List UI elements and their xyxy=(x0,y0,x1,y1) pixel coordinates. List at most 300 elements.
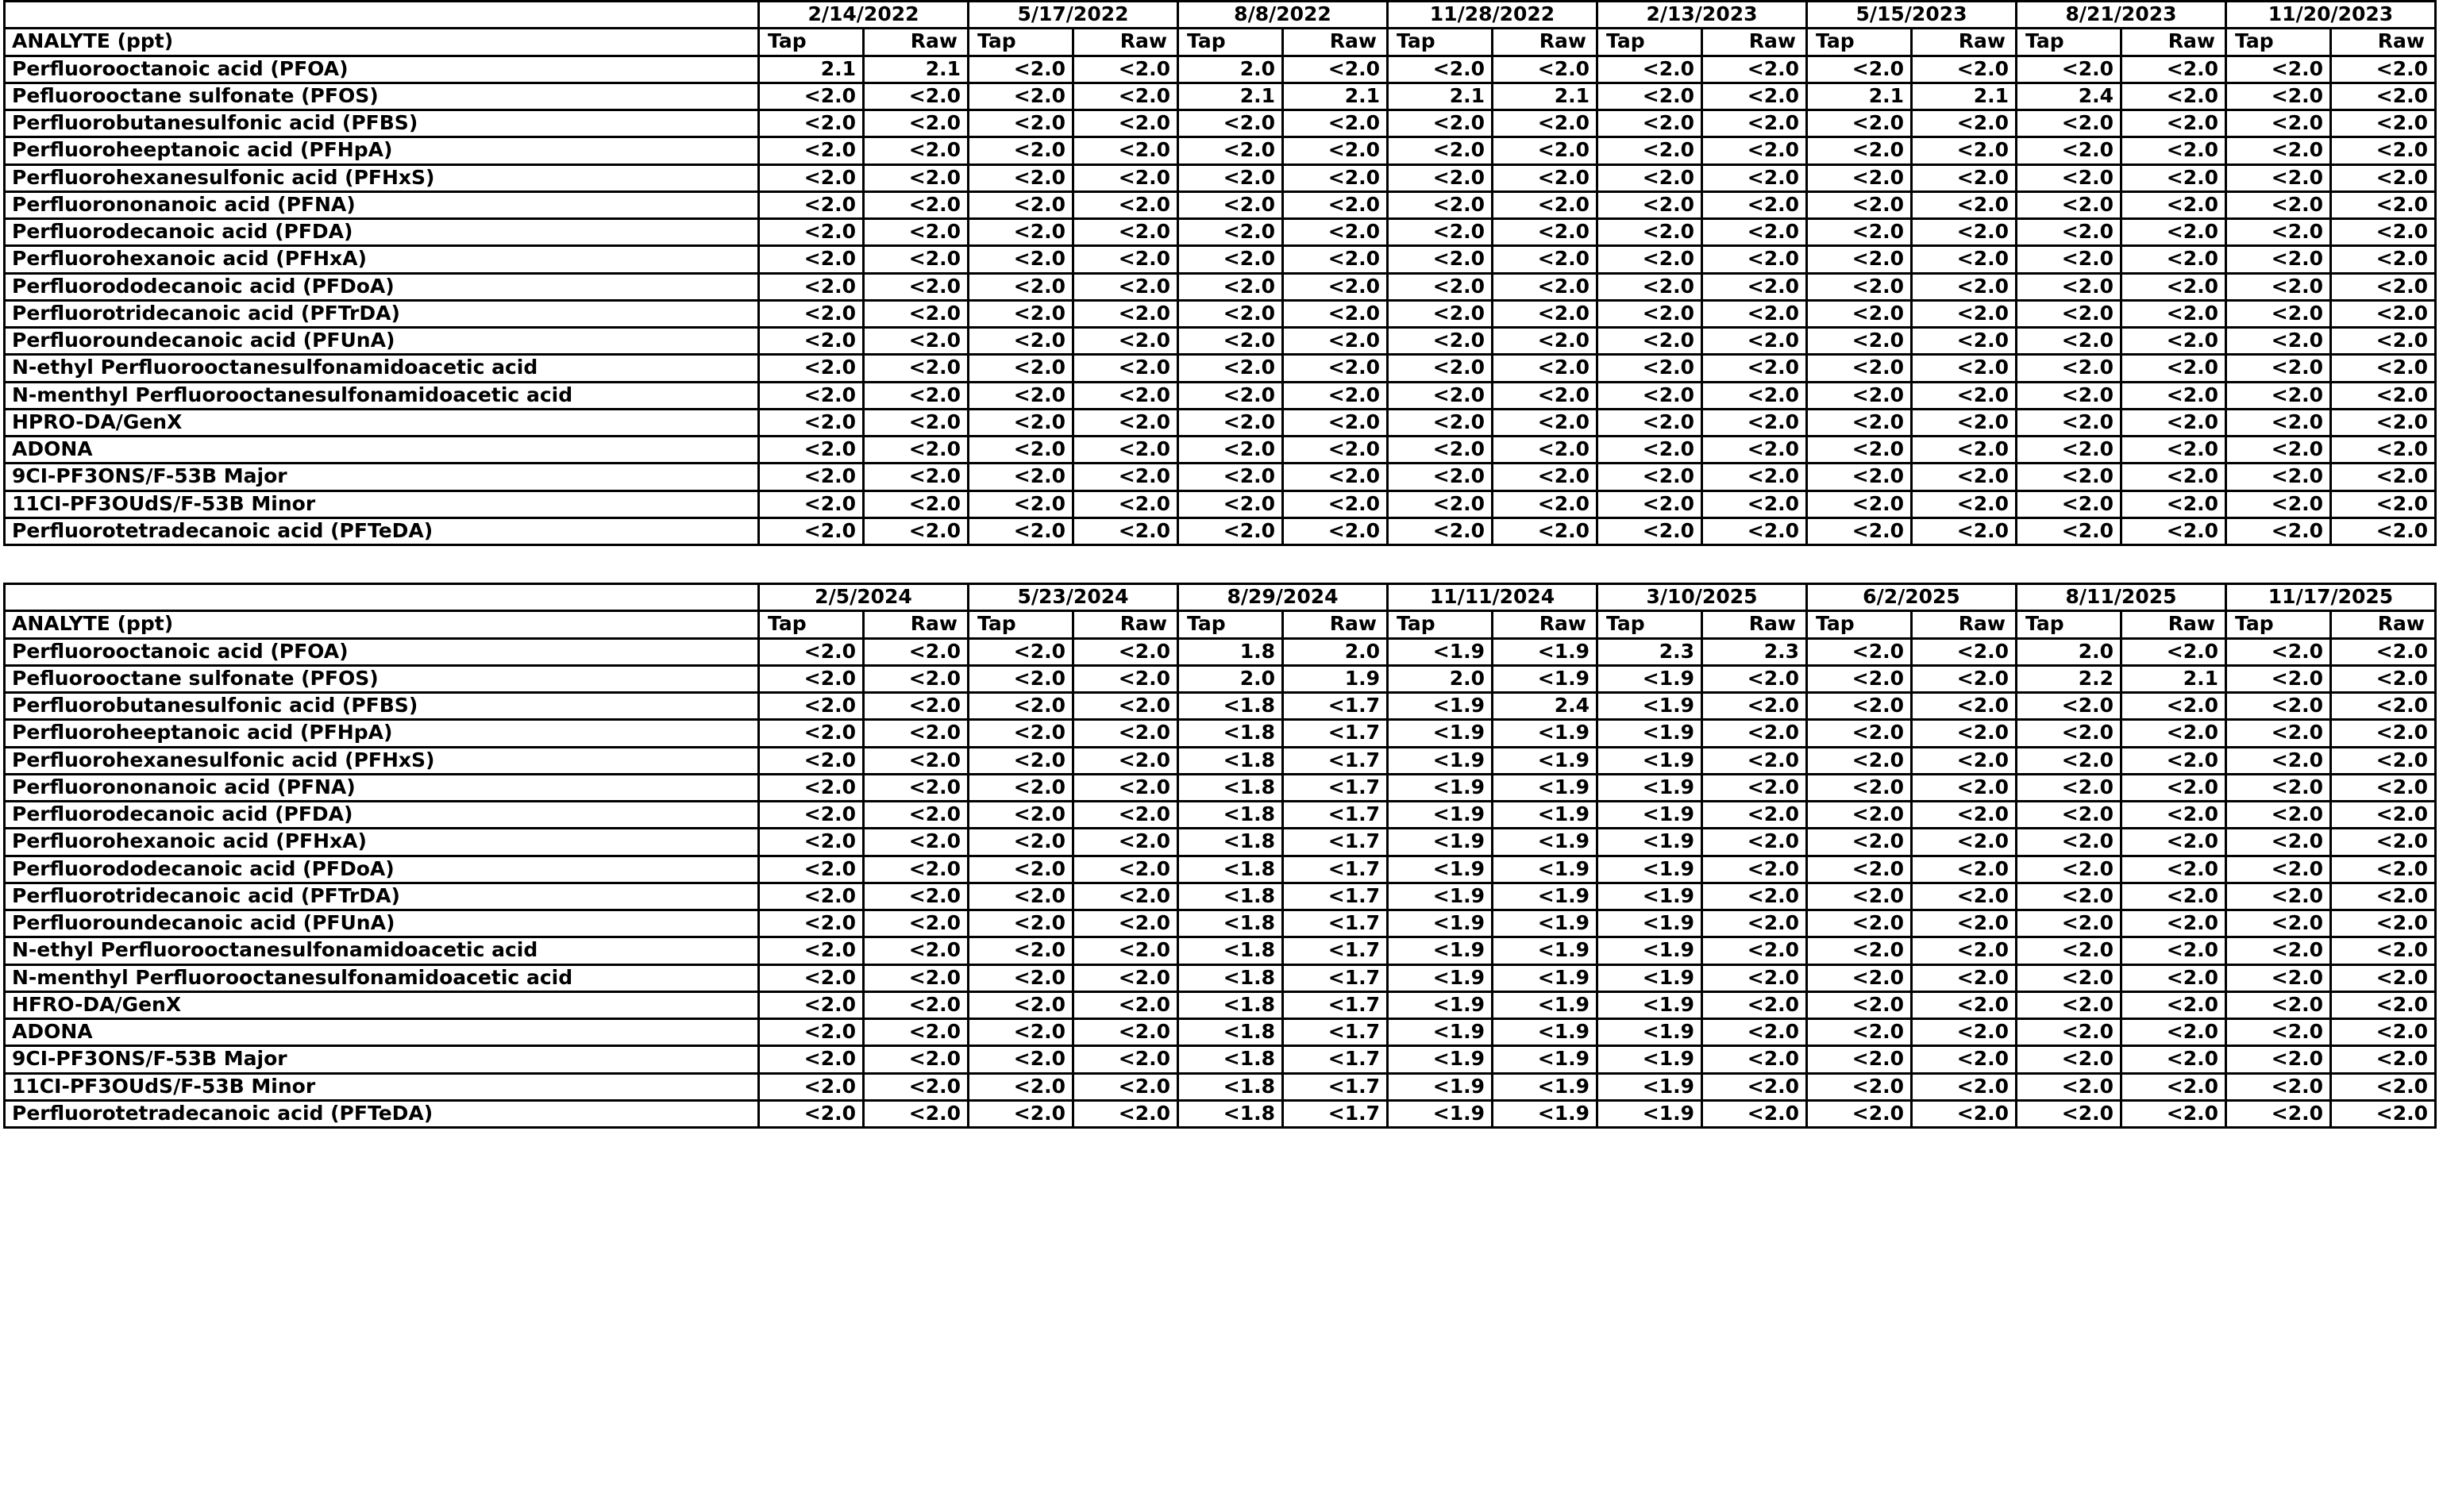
tap-value-cell: <2.0 xyxy=(1807,937,1912,964)
raw-value-cell: <1.9 xyxy=(1493,883,1597,910)
raw-value-cell: <2.0 xyxy=(864,219,969,246)
tap-subheader: Tap xyxy=(2226,611,2331,638)
raw-value-cell: <2.0 xyxy=(1073,328,1178,355)
analyte-name-cell: Perfluorononanoic acid (PFNA) xyxy=(5,191,759,218)
raw-value-cell: <2.0 xyxy=(1283,191,1388,218)
raw-value-cell: <2.0 xyxy=(1702,991,1807,1018)
raw-value-cell: <2.0 xyxy=(1912,665,2017,692)
raw-value-cell: <2.0 xyxy=(1073,1073,1178,1100)
tap-value-cell: <2.0 xyxy=(759,219,864,246)
tap-value-cell: 2.1 xyxy=(1388,83,1493,110)
raw-value-cell: <1.7 xyxy=(1283,856,1388,883)
tap-value-cell: <2.0 xyxy=(2226,1100,2331,1127)
tap-subheader: Tap xyxy=(1178,611,1283,638)
raw-value-cell: <2.0 xyxy=(1912,219,2017,246)
tap-value-cell: <2.0 xyxy=(969,774,1073,801)
raw-value-cell: <2.0 xyxy=(1912,1019,2017,1046)
analyte-name-cell: ADONA xyxy=(5,437,759,464)
raw-value-cell: <2.0 xyxy=(1073,638,1178,665)
raw-value-cell: <2.0 xyxy=(1702,1073,1807,1100)
tap-value-cell: <2.0 xyxy=(2226,1046,2331,1073)
tap-value-cell: <1.9 xyxy=(1388,802,1493,829)
raw-value-cell: <2.0 xyxy=(2121,693,2226,720)
tap-value-cell: <1.9 xyxy=(1388,910,1493,937)
raw-value-cell: <2.0 xyxy=(1073,83,1178,110)
tap-value-cell: <2.0 xyxy=(1807,491,1912,517)
tap-subheader: Tap xyxy=(1597,611,1702,638)
table-row xyxy=(5,802,2436,829)
date-header-cell: 2/14/2022 xyxy=(759,2,969,29)
raw-value-cell: <2.0 xyxy=(2121,883,2226,910)
raw-value-cell: <1.9 xyxy=(1493,638,1597,665)
raw-value-cell: <2.0 xyxy=(2331,437,2436,464)
analyte-name-cell: Perfluoroheeptanoic acid (PFHpA) xyxy=(5,137,759,164)
tap-value-cell: <2.0 xyxy=(1178,164,1283,191)
tap-value-cell: <2.0 xyxy=(759,137,864,164)
tap-subheader: Tap xyxy=(1178,29,1283,56)
table-separator xyxy=(0,546,2443,583)
tap-value-cell: <2.0 xyxy=(2226,747,2331,774)
tap-value-cell: <2.0 xyxy=(759,300,864,327)
raw-value-cell: <2.0 xyxy=(1702,464,1807,491)
raw-value-cell: <2.0 xyxy=(1283,491,1388,517)
tap-value-cell: <2.0 xyxy=(1388,409,1493,436)
raw-value-cell: <2.0 xyxy=(2331,56,2436,83)
tap-value-cell: <2.0 xyxy=(759,355,864,382)
tap-value-cell: <2.0 xyxy=(759,382,864,409)
tap-value-cell: <2.0 xyxy=(969,1046,1073,1073)
raw-value-cell: <2.0 xyxy=(1702,802,1807,829)
raw-value-cell: <2.0 xyxy=(864,774,969,801)
raw-value-cell: <2.0 xyxy=(2121,910,2226,937)
tap-value-cell: <2.0 xyxy=(969,638,1073,665)
analyte-name-cell: Perfluorododecanoic acid (PFDoA) xyxy=(5,856,759,883)
tap-value-cell: <2.0 xyxy=(2017,409,2121,436)
tap-value-cell: <1.9 xyxy=(1388,856,1493,883)
tap-value-cell: <2.0 xyxy=(1807,110,1912,137)
raw-value-cell: <2.0 xyxy=(1493,517,1597,544)
tap-value-cell: <1.8 xyxy=(1178,964,1283,991)
raw-value-cell: <2.0 xyxy=(1702,273,1807,300)
raw-value-cell: <2.0 xyxy=(2121,747,2226,774)
raw-value-cell: <2.0 xyxy=(1912,56,2017,83)
raw-value-cell: <2.0 xyxy=(1912,747,2017,774)
tap-value-cell: <2.0 xyxy=(2017,883,2121,910)
tap-value-cell: <2.0 xyxy=(1597,219,1702,246)
raw-value-cell: <2.0 xyxy=(2331,1073,2436,1100)
table-row xyxy=(5,491,2436,517)
date-header-row xyxy=(5,584,2436,611)
date-header-cell: 5/17/2022 xyxy=(969,2,1178,29)
raw-value-cell: <2.0 xyxy=(1283,437,1388,464)
table-row xyxy=(5,883,2436,910)
raw-value-cell: <2.0 xyxy=(1912,246,2017,273)
tap-value-cell: <2.0 xyxy=(759,747,864,774)
tap-value-cell: <2.0 xyxy=(1807,991,1912,1018)
table-row xyxy=(5,991,2436,1018)
tap-value-cell: <2.0 xyxy=(1178,137,1283,164)
tap-value-cell: <2.0 xyxy=(759,1046,864,1073)
tap-value-cell: <2.0 xyxy=(759,774,864,801)
tap-value-cell: <2.0 xyxy=(759,491,864,517)
analyte-column-header: ANALYTE (ppt) xyxy=(5,611,759,638)
raw-value-cell: 2.1 xyxy=(1283,83,1388,110)
tap-value-cell: <2.0 xyxy=(969,1019,1073,1046)
tap-value-cell: <2.0 xyxy=(2017,137,2121,164)
tap-subheader: Tap xyxy=(1388,611,1493,638)
tap-value-cell: <2.0 xyxy=(1178,110,1283,137)
tap-value-cell: <2.0 xyxy=(2017,355,2121,382)
tap-value-cell: <2.0 xyxy=(969,328,1073,355)
raw-value-cell: <2.0 xyxy=(2331,883,2436,910)
tap-value-cell: 2.0 xyxy=(1178,665,1283,692)
tap-value-cell: <2.0 xyxy=(1807,219,1912,246)
tap-value-cell: <2.0 xyxy=(1807,300,1912,327)
tap-value-cell: <2.0 xyxy=(969,747,1073,774)
table-row xyxy=(5,300,2436,327)
tap-value-cell: <1.8 xyxy=(1178,802,1283,829)
raw-value-cell: <2.0 xyxy=(1702,382,1807,409)
raw-value-cell: <2.0 xyxy=(1073,1019,1178,1046)
tap-value-cell: <2.0 xyxy=(1178,300,1283,327)
raw-value-cell: <2.0 xyxy=(1493,355,1597,382)
raw-subheader: Raw xyxy=(1283,29,1388,56)
raw-value-cell: <2.0 xyxy=(1283,110,1388,137)
table-row xyxy=(5,110,2436,137)
raw-value-cell: <2.0 xyxy=(1283,464,1388,491)
raw-value-cell: <2.0 xyxy=(1912,638,2017,665)
raw-value-cell: <2.0 xyxy=(2121,937,2226,964)
tap-value-cell: <2.0 xyxy=(759,829,864,856)
tap-value-cell: <2.0 xyxy=(1388,137,1493,164)
raw-value-cell: <2.0 xyxy=(2121,382,2226,409)
tap-subheader: Tap xyxy=(759,611,864,638)
raw-value-cell: <2.0 xyxy=(1493,273,1597,300)
tap-value-cell: <2.0 xyxy=(2017,1073,2121,1100)
tap-value-cell: <2.0 xyxy=(2226,328,2331,355)
tap-value-cell: <2.0 xyxy=(1597,491,1702,517)
tap-value-cell: <2.0 xyxy=(2226,464,2331,491)
tap-value-cell: <2.0 xyxy=(2226,720,2331,747)
raw-value-cell: <2.0 xyxy=(1073,517,1178,544)
analyte-name-cell: N-menthyl Perfluorooctanesulfonamidoacetic acid xyxy=(5,382,759,409)
raw-value-cell: <2.0 xyxy=(1912,693,2017,720)
table-row xyxy=(5,409,2436,436)
tap-value-cell: <2.0 xyxy=(1807,638,1912,665)
tap-value-cell: <2.0 xyxy=(759,720,864,747)
tap-value-cell: <1.9 xyxy=(1597,693,1702,720)
tap-subheader: Tap xyxy=(969,611,1073,638)
tap-value-cell: <2.0 xyxy=(969,164,1073,191)
raw-value-cell: <2.0 xyxy=(1073,910,1178,937)
tap-value-cell: <2.0 xyxy=(1807,56,1912,83)
table-row xyxy=(5,910,2436,937)
tap-value-cell: <2.0 xyxy=(1807,246,1912,273)
raw-subheader: Raw xyxy=(2121,611,2226,638)
tap-value-cell: <2.0 xyxy=(759,1073,864,1100)
raw-value-cell: <2.0 xyxy=(1912,1073,2017,1100)
table-row xyxy=(5,219,2436,246)
raw-value-cell: <2.0 xyxy=(1493,491,1597,517)
tap-value-cell: <2.0 xyxy=(759,246,864,273)
raw-subheader: Raw xyxy=(1702,611,1807,638)
raw-value-cell: <2.0 xyxy=(864,491,969,517)
raw-value-cell: <2.0 xyxy=(1702,1019,1807,1046)
date-header-row xyxy=(5,2,2436,29)
raw-value-cell: <2.0 xyxy=(2331,1019,2436,1046)
tap-value-cell: <2.0 xyxy=(2226,910,2331,937)
raw-subheader: Raw xyxy=(1073,611,1178,638)
raw-value-cell: <2.0 xyxy=(864,191,969,218)
raw-value-cell: <2.0 xyxy=(864,409,969,436)
tap-value-cell: <1.9 xyxy=(1597,910,1702,937)
raw-value-cell: <2.0 xyxy=(1493,164,1597,191)
tap-value-cell: <2.0 xyxy=(1388,355,1493,382)
raw-value-cell: <2.0 xyxy=(1073,110,1178,137)
tap-value-cell: <2.0 xyxy=(2226,1073,2331,1100)
raw-value-cell: <2.0 xyxy=(1912,1100,2017,1127)
tap-subheader: Tap xyxy=(759,29,864,56)
tap-value-cell: <2.0 xyxy=(2226,191,2331,218)
analyte-name-cell: Perfluorohexanoic acid (PFHxA) xyxy=(5,246,759,273)
raw-value-cell: <2.0 xyxy=(2121,56,2226,83)
tap-value-cell: <2.0 xyxy=(969,1073,1073,1100)
tap-value-cell: <2.0 xyxy=(1388,491,1493,517)
raw-value-cell: <2.0 xyxy=(1912,802,2017,829)
raw-value-cell: <2.0 xyxy=(1073,355,1178,382)
raw-value-cell: <2.0 xyxy=(864,355,969,382)
analyte-name-cell: Perfluorohexanoic acid (PFHxA) xyxy=(5,829,759,856)
raw-value-cell: <2.0 xyxy=(864,110,969,137)
tap-value-cell: <2.0 xyxy=(2017,693,2121,720)
tap-value-cell: <2.0 xyxy=(2226,856,2331,883)
raw-subheader: Raw xyxy=(864,29,969,56)
tap-value-cell: <2.0 xyxy=(1807,856,1912,883)
tap-value-cell: <2.0 xyxy=(759,273,864,300)
table-row xyxy=(5,83,2436,110)
raw-subheader: Raw xyxy=(1283,611,1388,638)
tap-value-cell: <2.0 xyxy=(1597,137,1702,164)
raw-value-cell: <2.0 xyxy=(1912,720,2017,747)
tap-value-cell: <2.0 xyxy=(2017,1019,2121,1046)
raw-value-cell: <2.0 xyxy=(2331,910,2436,937)
raw-value-cell: <2.0 xyxy=(2331,164,2436,191)
raw-value-cell: <2.0 xyxy=(2121,219,2226,246)
table-row xyxy=(5,246,2436,273)
tap-value-cell: <2.0 xyxy=(759,110,864,137)
raw-value-cell: <2.0 xyxy=(1073,137,1178,164)
analyte-name-cell: Perfluorononanoic acid (PFNA) xyxy=(5,774,759,801)
analyte-name-cell: Perfluorohexanesulfonic acid (PFHxS) xyxy=(5,747,759,774)
table-row xyxy=(5,273,2436,300)
tap-value-cell: <2.0 xyxy=(1597,110,1702,137)
tap-value-cell: <2.0 xyxy=(2226,246,2331,273)
raw-value-cell: <2.0 xyxy=(2121,856,2226,883)
tap-value-cell: <2.0 xyxy=(969,883,1073,910)
tap-value-cell: <2.0 xyxy=(1807,1073,1912,1100)
tap-value-cell: <2.0 xyxy=(2226,409,2331,436)
tap-value-cell: <2.0 xyxy=(969,355,1073,382)
raw-value-cell: <2.0 xyxy=(864,1019,969,1046)
raw-value-cell: <2.0 xyxy=(1702,517,1807,544)
tap-value-cell: <2.0 xyxy=(2017,517,2121,544)
date-header-cell: 2/13/2023 xyxy=(1597,2,1807,29)
raw-value-cell: <2.0 xyxy=(2331,328,2436,355)
raw-value-cell: <2.0 xyxy=(864,883,969,910)
raw-value-cell: <1.7 xyxy=(1283,1073,1388,1100)
tap-subheader: Tap xyxy=(2017,29,2121,56)
tap-value-cell: <2.0 xyxy=(2226,273,2331,300)
raw-value-cell: <2.0 xyxy=(2121,491,2226,517)
analyte-name-cell: Perfluorododecanoic acid (PFDoA) xyxy=(5,273,759,300)
raw-value-cell: <2.0 xyxy=(1073,747,1178,774)
analyte-name-cell: 11CI-PF3OUdS/F-53B Minor xyxy=(5,491,759,517)
raw-value-cell: <2.0 xyxy=(1493,409,1597,436)
tap-value-cell: <2.0 xyxy=(969,300,1073,327)
tap-value-cell: 2.0 xyxy=(1388,665,1493,692)
tap-value-cell: <2.0 xyxy=(2226,219,2331,246)
tap-value-cell: <2.0 xyxy=(2226,437,2331,464)
tap-value-cell: <2.0 xyxy=(1597,300,1702,327)
tap-value-cell: <1.9 xyxy=(1388,937,1493,964)
tap-value-cell: <2.0 xyxy=(759,464,864,491)
raw-value-cell: <2.0 xyxy=(1073,382,1178,409)
raw-value-cell: <2.0 xyxy=(1283,517,1388,544)
tap-value-cell: <1.9 xyxy=(1388,720,1493,747)
raw-value-cell: <2.0 xyxy=(2121,437,2226,464)
raw-value-cell: <2.0 xyxy=(2121,1046,2226,1073)
raw-value-cell: <2.0 xyxy=(2331,273,2436,300)
tap-value-cell: <2.0 xyxy=(1597,517,1702,544)
tap-value-cell: <2.0 xyxy=(2226,937,2331,964)
tap-value-cell: <2.0 xyxy=(2226,83,2331,110)
analyte-name-cell: 9CI-PF3ONS/F-53B Major xyxy=(5,1046,759,1073)
raw-value-cell: <1.7 xyxy=(1283,991,1388,1018)
raw-value-cell: <2.0 xyxy=(1283,246,1388,273)
tap-value-cell: <2.0 xyxy=(969,491,1073,517)
tap-value-cell: <2.0 xyxy=(969,219,1073,246)
tap-value-cell: <1.9 xyxy=(1597,747,1702,774)
subheader-row xyxy=(5,29,2436,56)
raw-value-cell: 2.1 xyxy=(864,56,969,83)
raw-value-cell: <2.0 xyxy=(2331,1100,2436,1127)
raw-value-cell: <2.0 xyxy=(1912,937,2017,964)
raw-value-cell: <2.0 xyxy=(2121,355,2226,382)
raw-value-cell: <1.9 xyxy=(1493,1100,1597,1127)
raw-value-cell: <2.0 xyxy=(864,693,969,720)
analyte-name-cell: Perfluorobutanesulfonic acid (PFBS) xyxy=(5,693,759,720)
raw-value-cell: <2.0 xyxy=(1073,856,1178,883)
tap-value-cell: <2.0 xyxy=(969,665,1073,692)
tap-value-cell: <2.0 xyxy=(1597,437,1702,464)
raw-value-cell: <2.0 xyxy=(2331,300,2436,327)
raw-value-cell: <1.9 xyxy=(1493,937,1597,964)
tap-value-cell: 2.3 xyxy=(1597,638,1702,665)
tap-value-cell: <2.0 xyxy=(1807,747,1912,774)
raw-value-cell: <2.0 xyxy=(1912,355,2017,382)
raw-value-cell: <2.0 xyxy=(2121,83,2226,110)
tap-value-cell: <2.0 xyxy=(2017,720,2121,747)
raw-value-cell: <2.0 xyxy=(1493,437,1597,464)
tap-value-cell: <2.0 xyxy=(2017,219,2121,246)
tap-value-cell: <2.0 xyxy=(2226,491,2331,517)
tap-value-cell: 2.0 xyxy=(1178,56,1283,83)
tap-subheader: Tap xyxy=(2017,611,2121,638)
raw-value-cell: <2.0 xyxy=(1073,300,1178,327)
raw-value-cell: 2.4 xyxy=(1493,693,1597,720)
raw-value-cell: <2.0 xyxy=(2121,137,2226,164)
raw-value-cell: <2.0 xyxy=(1073,665,1178,692)
tap-value-cell: <2.0 xyxy=(2017,464,2121,491)
tap-value-cell: <2.0 xyxy=(2226,802,2331,829)
raw-value-cell: <2.0 xyxy=(864,517,969,544)
raw-value-cell: <2.0 xyxy=(864,964,969,991)
tap-value-cell: <2.0 xyxy=(969,964,1073,991)
raw-value-cell: <1.9 xyxy=(1493,1019,1597,1046)
tap-value-cell: <1.9 xyxy=(1597,1100,1702,1127)
analyte-name-cell: Pefluorooctane sulfonate (PFOS) xyxy=(5,83,759,110)
tap-value-cell: <2.0 xyxy=(1807,802,1912,829)
tap-value-cell: <2.0 xyxy=(2017,382,2121,409)
tap-subheader: Tap xyxy=(1807,611,1912,638)
table-row xyxy=(5,164,2436,191)
raw-value-cell: <2.0 xyxy=(2331,774,2436,801)
raw-value-cell: <2.0 xyxy=(2121,802,2226,829)
raw-value-cell: <2.0 xyxy=(2331,991,2436,1018)
raw-value-cell: <2.0 xyxy=(1912,464,2017,491)
raw-value-cell: <1.7 xyxy=(1283,1019,1388,1046)
raw-value-cell: <2.0 xyxy=(1912,191,2017,218)
raw-value-cell: <2.0 xyxy=(1912,991,2017,1018)
blank-corner-cell xyxy=(5,584,759,611)
tap-value-cell: <2.0 xyxy=(1597,464,1702,491)
tap-value-cell: <2.0 xyxy=(2226,693,2331,720)
table-row xyxy=(5,747,2436,774)
tap-value-cell: <2.0 xyxy=(2017,991,2121,1018)
analyte-name-cell: Perfluorobutanesulfonic acid (PFBS) xyxy=(5,110,759,137)
tap-value-cell: <2.0 xyxy=(2017,491,2121,517)
analyte-name-cell: Perfluorotridecanoic acid (PFTrDA) xyxy=(5,883,759,910)
tap-value-cell: <2.0 xyxy=(969,110,1073,137)
tap-value-cell: <2.0 xyxy=(1807,355,1912,382)
raw-value-cell: <2.0 xyxy=(1702,747,1807,774)
raw-value-cell: <1.7 xyxy=(1283,910,1388,937)
raw-value-cell: <2.0 xyxy=(1073,464,1178,491)
raw-value-cell: <2.0 xyxy=(2331,246,2436,273)
raw-value-cell: <2.0 xyxy=(1073,164,1178,191)
raw-value-cell: <2.0 xyxy=(2331,219,2436,246)
analyte-name-cell: Perfluoroundecanoic acid (PFUnA) xyxy=(5,910,759,937)
raw-value-cell: <2.0 xyxy=(2121,720,2226,747)
table-row xyxy=(5,937,2436,964)
raw-value-cell: <2.0 xyxy=(864,1100,969,1127)
raw-value-cell: <2.0 xyxy=(1702,774,1807,801)
raw-subheader: Raw xyxy=(2331,611,2436,638)
raw-subheader: Raw xyxy=(1493,29,1597,56)
tap-value-cell: <1.9 xyxy=(1597,937,1702,964)
raw-value-cell: <2.0 xyxy=(2331,720,2436,747)
raw-value-cell: <2.0 xyxy=(864,83,969,110)
raw-value-cell: <1.7 xyxy=(1283,829,1388,856)
tap-value-cell: <1.9 xyxy=(1597,802,1702,829)
raw-value-cell: <2.0 xyxy=(1073,720,1178,747)
raw-value-cell: 1.9 xyxy=(1283,665,1388,692)
tap-value-cell: <1.8 xyxy=(1178,1100,1283,1127)
tap-value-cell: <2.0 xyxy=(2226,110,2331,137)
raw-value-cell: <2.0 xyxy=(1283,409,1388,436)
tap-value-cell: <2.0 xyxy=(969,937,1073,964)
tap-value-cell: <2.0 xyxy=(759,883,864,910)
